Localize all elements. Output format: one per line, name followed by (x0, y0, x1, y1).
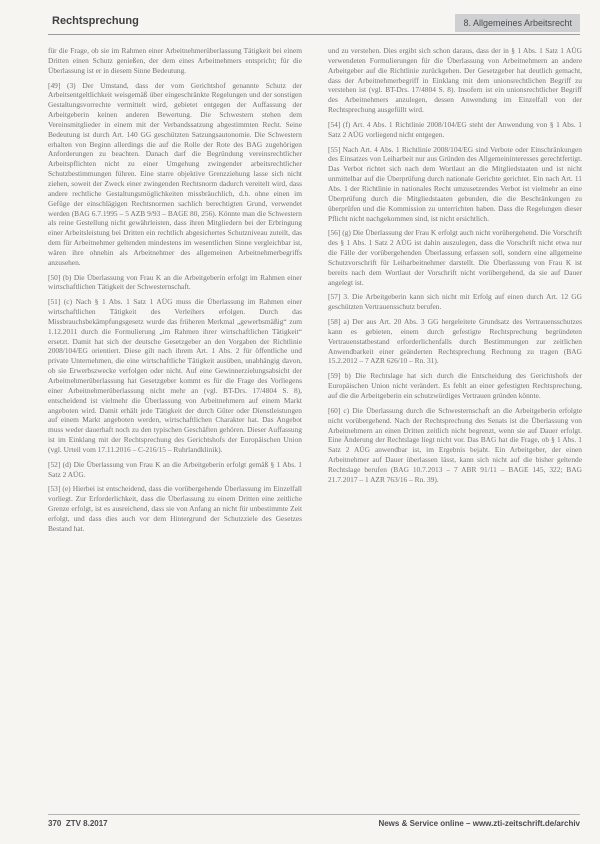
left-column (48, 46, 302, 539)
paragraph: [60] c) Die Überlassung durch die Schwesternschaft an die Arbeitgeberin erfolgte nicht vorübergehend. Nach der Rechtsprechung des Senats ist die Überlassung von Arbeitnehmern an einen Dritten zeitlich nicht begrenzt, wenn sie auf Dauer erfolgt. Eine Änderung der Rechtslage liegt nicht vor. Das BAG hat die Frage, ob § 1 Abs. 1 Satz 2 AÜG anwendbar ist, im Ergebnis bejaht. Ein Arbeitgeber, der einen Arbeitnehmer auf Dauer überlassen lässt, kann sich nicht auf die bisher geltende Rechtslage berufen (BAG 10.7.2013 – 7 ABR 91/11 – BAGE 145, 322; BAG 21.7.2017 – 1 AZR 763/16 – Rn. 39). (328, 405, 582, 484)
paragraph: [57] 3. Die Arbeitgeberin kann sich nicht mit Erfolg auf einen durch Art. 12 GG geschützten Vertrauensschutz berufen. (328, 292, 582, 312)
footer-divider (48, 814, 580, 815)
paragraph: [52] (d) Die Überlassung von Frau K an die Arbeitgeberin erfolgt gemäß § 1 Abs. 1 Satz 2 AÜG. (48, 459, 302, 479)
paragraph: [59] b) Die Rechtslage hat sich durch die Entscheidung des Gerichtshofs der Europäischen Union nicht verändert. Es fehlt an einer gefestigten Rechtsprechung, auf die die Arbeitgeberin ein schutzwürdiges Vertrauen gründen könnte. (328, 371, 582, 400)
paragraph: [53] (e) Hierbei ist entscheidend, dass die vorübergehende Überlassung im Einzelfall vorliegt. Zur Erforderlichkeit, dass die Überlassung zu einem Dritten eine zeitliche Grenze erfolgt, ist es ausreichend, dass sie von Anfang an nicht für unbestimmte Zeit erfolgt, und dass dies auch vor dem Hintergrund der Schutzziele des Gesetzes Bestand hat. (48, 484, 302, 533)
paragraph: [54] (f) Art. 4 Abs. 1 Richtlinie 2008/104/EG steht der Anwendung von § 1 Abs. 1 Satz 2 AÜG vorliegend nicht entgegen. (328, 119, 582, 139)
paragraph: und zu verstehen. Dies ergibt sich schon daraus, dass der in § 1 Abs. 1 Satz 1 AÜG verwendeten Formulierungen für die Überlassung von Arbeitnehmern an andere Arbeitgeber auf die Richtlinie zurückgehen. Der Gesetzgeber hat deutlich gemacht, dass der Arbeitnehmerbegriff in Einklang mit dem unionsrechtlichen Begriff zu verstehen ist (vgl. BT-Drs. 17/4804 S. 8). Insofern ist ein unionsrechtlicher Begriff des Arbeitnehmers anzulegen, dessen Anwendung im Einzelfall von der Rechtsprechung ausgefüllt wird. (328, 46, 582, 115)
header-divider (48, 34, 580, 35)
paragraph: [50] (b) Die Überlassung von Frau K an die Arbeitgeberin erfolgt im Rahmen einer wirtschaftlichen Tätigkeit der Schwesternschaft. (48, 272, 302, 292)
paragraph: [58] a) Der aus Art. 20 Abs. 3 GG hergeleitete Grundsatz des Vertrauensschutzes kann es gebieten, einem durch gefestigte Rechtsprechung begründeten Vertrauenstatbestand erforderlichenfalls durch Bestimmungen zur zeitlichen Anwendbarkeit einer geänderten Rechtsprechung Rechnung zu tragen (BAG 15.2.2012 – 7 AZR 626/10 – Rn. 31). (328, 317, 582, 366)
page-header (48, 14, 580, 32)
paragraph: [51] (c) Nach § 1 Abs. 1 Satz 1 AÜG muss die Überlassung im Rahmen einer wirtschaftlichen Tätigkeit des Verleihers erfolgen. Durch das Missbrauchsbekämpfungsgesetz wurde das früheren Merkmal „gewerbsmäßig“ zum 1.12.2011 durch die Formulierung „im Rahmen ihrer wirtschaftlichen Tätigkeit“ ersetzt. Damit hat sich der deutsche Gesetzgeber an den Vorgaben der Richtlinie 2008/104/EG orientiert. Diese gilt nach ihrem Art. 1 Abs. 2 für öffentliche und private Unternehmen, die eine wirtschaftliche Tätigkeit ausüben, unabhängig davon, ob sie Erwerbszwecke verfolgen oder nicht. Auf eine Gewinnerzielungsabsicht der Arbeitnehmerüberlassung hat Gesetzgeber kommt es für die Frage des Vorliegens einer Arbeitnehmerüberlassung nicht mehr an (vgl. BT-Drs. 17/4804 S. 8), entscheidend ist vielmehr die Überlassung von Arbeitnehmern auf einem Markt angeboten wird. Damit erhält jede Tätigkeit der durch Güter oder Dienstleistungen auf einem Markt angeboten werden, wirtschaftlichen Charakter hat. Das Angebot muss weder dauerhaft noch zu den typischen Geschäften gehören. Dieser Auffassung ist im Einklang mit der Rechtsprechung des Gerichtshofs der Europäischen Union (vgl. Urteil vom 17.11.2016 – C-216/15 – Ruhrlandklinik). (48, 297, 302, 454)
paragraph: für die Frage, ob sie im Rahmen einer Arbeitnehmerüberlassung Tätigkeit bei einem Dritten einen Schutz genießen, der dem eines Arbeitnehmers entspricht; für die Überlassung ist er in diesem Sinne Bedeutung. (48, 46, 302, 75)
category-tab: 8. Allgemeines Arbeitsrecht (455, 14, 580, 32)
footer-link[interactable]: News & Service online – www.zti-zeitschrift.de/archiv (378, 819, 580, 828)
footer-page-info (48, 819, 108, 828)
paragraph: [49] (3) Der Umstand, dass der vom Gerichtshof genannte Schutz der Arbeitsentgeltlichkeit weisgemäß über eingeschränkte Regelungen und der sonstigen Gestaltungsvorrechte vermittelt wird, gebietet entgegen der Auffassung der Arbeitgeberin keinen anderen Bewertung. Die Schwestern stehen dem Vereinsmitglieder in einem mit der Verbandssatzung abgestimmten Recht. Seine Bedeutung ist durch Art. 140 GG geschützten Satzungsautonomie. Die Schwestern erhalten von Beginn allerdings die auf die Rolle der Rote des BAG zugehörigen Anforderungen zu beachten. Danach darf die Begründung vereinsrechtlicher Arbeitspflichten nicht zu einer Umgehung zwingender arbeitsrechtlicher Schutzbestimmungen führen. Eine starre objektive Grenzziehung lasse sich nicht ziehen, soweit der Zweck einer zwingenden Rechtsnorm dadurch vereitelt wird, dass andere rechtliche Gestaltungsmöglichkeiten missbräuchlich, d.h. ohne einen im Gefüge der einschlägigen Rechtsnormen sachlich berechtigten Grund, verwendet werden (BAG 6.7.1995 – 5 AZB 9/93 – BAGE 80, 256). Könnte man die Schwestern als reine Gestellung nicht gewährleisten, dass ihren Mitgliedern bei der Erbringung einer Arbeitsleistung bei Dritten ein rechtlich abgesichertes Schutzniveau zuteilt, das dem für Arbeitnehmer geltenden mindestens im wesentlichen Sinne vergleichbar ist, wären ihre ohnehin als Arbeitnehmer des allgemeinen Arbeitnehmerbegriffs anzusehen. (48, 80, 302, 267)
paragraph: [56] (g) Die Überlassung der Frau K erfolgt auch nicht vorübergehend. Die Vorschrift des § 1 Abs. 1 Satz 2 AÜG ist dahin auszulegen, dass die Vorschrift nicht etwa nur die Fälle der vorübergehenden Überlassung erfassen soll, sondern eine allgemeine Schutzvorschrift für Leiharbeitnehmer darstellt. Die Überlassung von Frau K ist bereits nach dem Wortlaut der Vorschrift nicht vorübergehend, da sie auf Dauer angelegt ist. (328, 228, 582, 287)
paragraph: [55] Nach Art. 4 Abs. 1 Richtlinie 2008/104/EG sind Verbote oder Einschränkungen des Einsatzes von Leiharbeit nur aus Gründen des Allgemeininteresses gerechtfertigt. Das Verbot richtet sich nach dem Wortlaut an die Mitgliedstaaten und ist nicht unmittelbar auf die Überprüfung durch nationale Gerichte gerichtet. Ein nach Art. 11 Abs. 1 der Richtlinie in nationales Recht umzusetzendes Verbot ist vielmehr an eine Überprüfung durch die Mitgliedstaaten gebunden, die die Beschränkungen zu überprüfen und die Kommission zu unterrichten haben. Dass die Regelungen dieser Pflicht nicht nachgekommen sind, ist nicht ersichtlich. (328, 144, 582, 223)
journal-issue: ZTV 8.2017 (65, 819, 108, 828)
section-title: Rechtsprechung (52, 15, 139, 27)
page-number: 370 (48, 819, 62, 828)
right-column (328, 46, 582, 490)
